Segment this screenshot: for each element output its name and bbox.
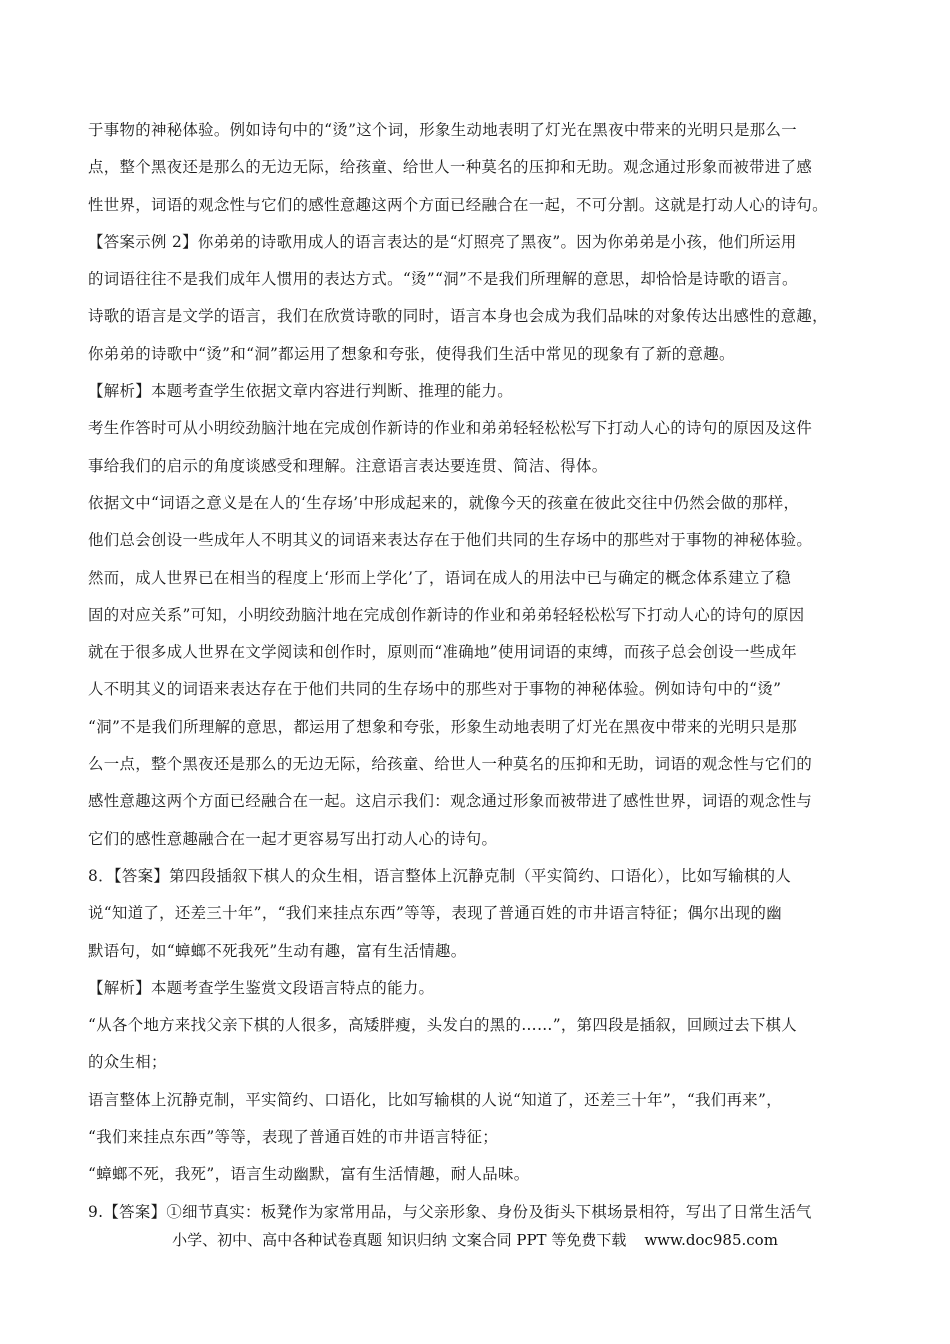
text-line: “洞”不是我们所理解的意思，都运用了想象和夸张，形象生动地表明了灯光在黑夜中带来的光明只是那: [88, 717, 798, 736]
text-line: 【解析】本题考查学生依据文章内容进行判断、推理的能力。: [88, 382, 513, 401]
text-line: 事给我们的启示的角度谈感受和理解。注意语言表达要连贯、简洁、得体。: [88, 456, 608, 475]
page-footer: [0, 1229, 950, 1251]
footer-url[interactable]: www.doc985.com: [644, 1231, 778, 1249]
text-line: 考生作答时可从小明绞劲脑汁地在完成创作新诗的作业和弟弟轻轻松松写下打动人心的诗句的原因及这件: [88, 419, 813, 438]
text-line: 9.【答案】①细节真实：板凳作为家常用品，与父亲形象、身份及街头下棋场景相符，写出了日常生活气: [88, 1202, 812, 1221]
text-line: 就在于很多成人世界在文学阅读和创作时，原则而“准确地”使用词语的束缚，而孩子总会创设一些成年: [88, 643, 798, 662]
text-line: 默语句，如“蟑螂不死我死”生动有趣，富有生活情趣。: [88, 941, 467, 960]
text-line: 于事物的神秘体验。例如诗句中的“烫”这个词，形象生动地表明了灯光在黑夜中带来的光明只是那么一: [88, 121, 798, 139]
footer-text: 小学、初中、高中各种试卷真题 知识归纳 文案合同 PPT 等免费下载: [172, 1231, 627, 1249]
text-line: “我们来挂点东西”等等，表现了普通百姓的市井语言特征；: [88, 1128, 498, 1147]
text-line: 诗歌的语言是文学的语言，我们在欣赏诗歌的同时，语言本身也会成为我们品味的对象传达出感性的意趣，: [88, 307, 828, 326]
text-line: 人不明其义的词语来表达存在于他们共同的生存场中的那些对于事物的神秘体验。例如诗句中的“烫”: [88, 680, 782, 699]
text-line: 8．【答案】第四段插叙下棋人的众生相，语言整体上沉静克制（平实简约、口语化），比如写输棋的人: [88, 866, 792, 885]
text-line: 【答案示例 2】你弟弟的诗歌用成人的语言表达的是“灯照亮了黑夜”。因为你弟弟是小孩，他们所运用: [88, 232, 797, 251]
text-line: 的众生相；: [88, 1053, 167, 1072]
text-line: 感性意趣这两个方面已经融合在一起。这启示我们：观念通过形象而被带进了感性世界，词语的观念性与: [88, 792, 813, 811]
text-line: 么一点，整个黑夜还是那么的无边无际，给孩童、给世人一种莫名的压抑和无助，词语的观念性与它们的: [88, 755, 813, 774]
text-line: 依据文中“词语之意义是在人的‘生存场’中形成起来的，就像今天的孩童在彼此交往中仍然会做的那样，: [88, 493, 800, 512]
text-line: 说“知道了，还差三十年”，“我们来挂点东西”等等，表现了普通百姓的市井语言特征；偶尔出现的幽: [88, 904, 782, 923]
text-line: “蟑螂不死，我死”，语言生动幽默，富有生活情趣，耐人品味。: [88, 1165, 530, 1184]
text-line: 他们总会创设一些成年人不明其义的词语来表达存在于他们共同的生存场中的那些对于事物的神秘体验。: [88, 531, 813, 550]
document-body: [88, 112, 862, 1231]
text-line: 点，整个黑夜还是那么的无边无际，给孩童、给世人一种莫名的压抑和无助。观念通过形象而被带进了感: [88, 158, 813, 177]
text-line: 固的对应关系”可知，小明绞劲脑汁地在完成创作新诗的作业和弟弟轻轻松松写下打动人心的诗句的原因: [88, 605, 805, 624]
text-line: 你弟弟的诗歌中“烫”和“洞”都运用了想象和夸张，使得我们生活中常见的现象有了新的意趣。: [88, 344, 735, 363]
text-line: 性世界，词语的观念性与它们的感性意趣这两个方面已经融合在一起，不可分割。这就是打动人心的诗句。: [88, 195, 828, 214]
text-line: 的词语往往不是我们成年人惯用的表达方式。“烫”“洞”不是我们所理解的意思，却恰恰是诗歌的语言。: [88, 270, 798, 289]
text-line: 语言整体上沉静克制，平实简约、口语化，比如写输棋的人说“知道了，还差三十年”，“我们再来”，: [88, 1090, 782, 1109]
text-line: “从各个地方来找父亲下棋的人很多，高矮胖瘦，头发白的黑的……”，第四段是插叙，回顾过去下棋人: [88, 1016, 798, 1035]
text-line: 它们的感性意趣融合在一起才更容易写出打动人心的诗句。: [88, 829, 498, 848]
text-line: 然而，成人世界已在相当的程度上‘形而上学化’了，语词在成人的用法中已与确定的概念体系建立了稳: [88, 568, 792, 587]
text-line: 【解析】本题考查学生鉴赏文段语言特点的能力。: [88, 978, 435, 997]
